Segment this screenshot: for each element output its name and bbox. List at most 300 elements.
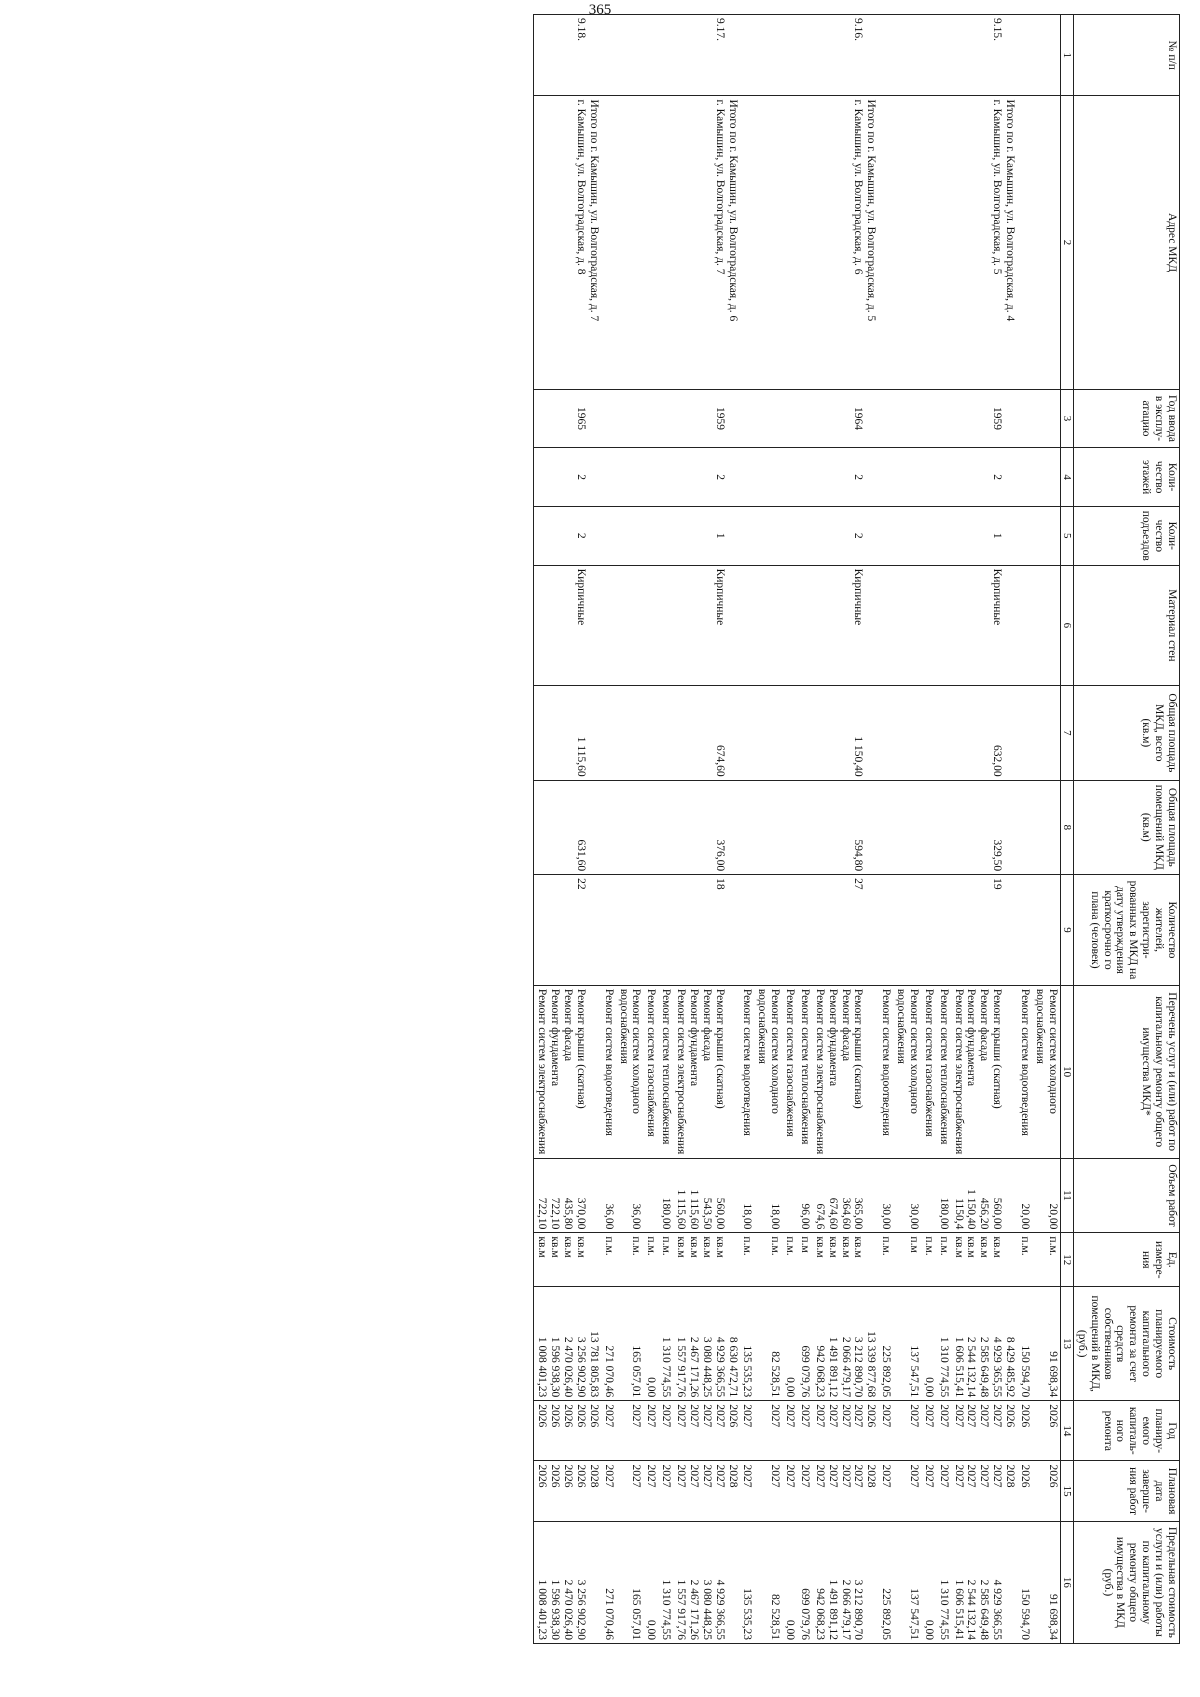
cell-col-7	[740, 686, 755, 780]
house-address: г. Камышин, ул. Волгоградская, д. 7	[713, 99, 726, 275]
cell-col-13: 91 698,34	[1032, 1287, 1060, 1401]
cell-col-10: Ремонт систем холодного водоснабжения	[754, 985, 782, 1158]
header-cell-8: Общая площадь помещений МКД (кв.м)	[1074, 780, 1180, 874]
value-stack	[952, 1162, 1004, 1230]
value-stack	[535, 1525, 587, 1640]
cell-line: 1 606 515,41	[952, 1579, 965, 1640]
column-number-row	[1060, 15, 1073, 1644]
cell-col-15: 2027	[643, 1461, 658, 1521]
value-stack	[674, 1464, 726, 1517]
cell-line: кв.м	[549, 1236, 562, 1258]
cell-col-13: 0,00	[643, 1287, 658, 1401]
cell-col-8	[616, 780, 644, 874]
cell-line: кв.м	[574, 1236, 587, 1258]
spacer	[587, 510, 600, 562]
cell-col-14: 2027	[601, 1401, 616, 1461]
cell-col-11: 96,00	[797, 1158, 812, 1233]
column-number-7: 7	[1060, 686, 1073, 780]
cell-line: Ремонт фундамента	[687, 988, 700, 1087]
years	[951, 1401, 1017, 1461]
cell-col-10: Ремонт систем теплоснабжения	[658, 985, 673, 1158]
header-cell-14: Год планиру-емого капиталь-ного ремонта	[1074, 1401, 1180, 1461]
spacer	[587, 1162, 600, 1230]
wall-material-value: Кирпичные	[713, 568, 726, 626]
year-total: 2026	[865, 1404, 878, 1428]
cell-col-15: 2027	[782, 1461, 797, 1521]
total-area	[812, 686, 878, 780]
cell-col-1	[1032, 15, 1060, 96]
cell-col-7	[921, 686, 936, 780]
cell-line: Ремонт фундамента	[549, 988, 562, 1087]
spacer	[864, 878, 877, 982]
end-total: 2028	[726, 1464, 739, 1488]
cell-col-14: 2027	[643, 1401, 658, 1461]
cell-line: 1 491 891,12	[826, 1579, 839, 1640]
cell-line: кв.м	[687, 1236, 700, 1258]
cell-col-9	[1017, 875, 1032, 986]
cell-col-4	[936, 448, 951, 507]
cell-col-13: 1 310 774,55	[658, 1287, 673, 1401]
units	[673, 1233, 739, 1287]
column-number-16: 16	[1060, 1521, 1073, 1643]
spacer	[864, 989, 877, 1155]
wall-material-value: Кирпичные	[991, 568, 1004, 626]
cell-line: 2027	[813, 1464, 826, 1488]
value-stack	[952, 1525, 1004, 1640]
cell-col-9	[936, 875, 951, 986]
cell-col-5	[616, 506, 644, 565]
cell-col-2	[1017, 96, 1032, 389]
value-stack	[952, 1404, 1004, 1457]
cell-line: 2026	[574, 1464, 587, 1488]
value-stack	[813, 1162, 865, 1230]
spacer	[1003, 1236, 1016, 1283]
cell-col-7	[601, 686, 616, 780]
cell-col-2	[921, 96, 936, 389]
cell-line: 2027	[991, 1404, 1004, 1428]
cell-line: 2026	[536, 1404, 549, 1428]
house-row	[812, 15, 878, 1644]
cell-line: 674,6	[813, 1203, 826, 1230]
cell-col-15: 2027	[740, 1461, 755, 1521]
cell-col-3	[601, 389, 616, 448]
cell-col-8	[797, 780, 812, 874]
cell-line: 456,20	[978, 1197, 991, 1230]
cell-col-2	[658, 96, 673, 389]
year-built	[534, 389, 601, 448]
cell-col-8	[1017, 780, 1032, 874]
cell-col-14: 2026	[1017, 1401, 1032, 1461]
spacer	[726, 451, 739, 503]
cell-line: 2 544 132,14	[965, 1579, 978, 1640]
header-cell-6: Материал стен	[1074, 565, 1180, 686]
works-list	[812, 985, 878, 1158]
cell-col-11: 36,00	[601, 1158, 616, 1233]
total-area	[673, 686, 739, 780]
work-row	[893, 15, 921, 1644]
cell-col-13: 1 310 774,55	[936, 1287, 951, 1401]
residents-count-value: 27	[852, 878, 865, 890]
cell-line: Ремонт систем электроснабжения	[952, 988, 965, 1155]
year-built	[951, 389, 1017, 448]
cell-col-15: 2027	[878, 1461, 893, 1521]
cell-line: 4 929 366,55	[991, 1579, 1004, 1640]
cell-line: Ремонт фундамента	[826, 988, 839, 1087]
cell-col-9	[878, 875, 893, 986]
cell-line: 560,00	[713, 1197, 726, 1230]
wall-material	[534, 565, 601, 686]
spacer	[1003, 689, 1016, 776]
rooms-area-value: 329,50	[991, 839, 1004, 872]
table-body	[534, 15, 1060, 1644]
year-built-value: 1964	[852, 406, 865, 430]
value-stack	[813, 1525, 865, 1640]
entrances-count	[812, 506, 878, 565]
cell-line: 942 068,23	[813, 1588, 826, 1640]
cell-line: 2027	[965, 1464, 978, 1488]
cell-line: 1 115,60	[687, 1189, 700, 1230]
year-built-value: 1959	[713, 406, 726, 430]
cell-col-8	[936, 780, 951, 874]
header-cell-11: Объем работ	[1074, 1158, 1180, 1233]
cell-line: Ремонт фасада	[562, 988, 575, 1062]
cell-line: кв.м	[952, 1236, 965, 1258]
cell-line: 2027	[991, 1464, 1004, 1488]
value-stack	[952, 1236, 1004, 1283]
volumes	[951, 1158, 1017, 1233]
cell-col-4	[893, 448, 921, 507]
limits	[673, 1521, 739, 1643]
house-row	[951, 15, 1017, 1644]
rooms-area-value: 631,60	[574, 839, 587, 872]
cell-col-7	[754, 686, 782, 780]
cell-line: 1 606 515,41	[952, 1336, 965, 1398]
cell-line: 2027	[713, 1464, 726, 1488]
cell-line: 2027	[687, 1404, 700, 1428]
cell-line: 2 544 132,14	[965, 1336, 978, 1398]
row-number	[534, 15, 601, 96]
cell-col-15: 2027	[754, 1461, 782, 1521]
end-total: 2028	[865, 1464, 878, 1488]
units	[951, 1233, 1017, 1287]
cell-line: 2027	[839, 1404, 852, 1428]
cell-col-14: 2027	[658, 1401, 673, 1461]
cell-col-8	[878, 780, 893, 874]
works-list	[951, 985, 1017, 1158]
costs	[812, 1287, 878, 1401]
spacer	[726, 689, 739, 776]
value-stack	[535, 1404, 587, 1457]
cell-col-10: Ремонт систем газоснабжения	[643, 985, 658, 1158]
header-cell-2: Адрес МКД	[1074, 96, 1180, 389]
years	[673, 1401, 739, 1461]
cell-line: 2027	[952, 1464, 965, 1488]
work-row	[643, 15, 658, 1644]
cell-col-16: 135 535,23	[740, 1521, 755, 1643]
address-cell	[951, 96, 1017, 389]
residents-count-value: 19	[991, 878, 1004, 890]
house-number: 9.18.	[574, 18, 587, 41]
wall-material	[673, 565, 739, 686]
value-stack	[535, 1290, 587, 1397]
cell-col-10: Ремонт систем теплоснабжения	[936, 985, 951, 1158]
spacer	[864, 451, 877, 503]
cell-col-6	[616, 565, 644, 686]
rooms-area	[534, 780, 601, 874]
cell-line: 1 557 917,76	[675, 1336, 688, 1398]
cell-line: 370,00	[574, 1197, 587, 1230]
spacer	[864, 1236, 877, 1283]
cell-col-7	[878, 686, 893, 780]
floors-count-value: 2	[713, 474, 726, 480]
column-number-5: 5	[1060, 506, 1073, 565]
cell-col-4	[1017, 448, 1032, 507]
value-stack	[535, 1236, 587, 1283]
spacer	[726, 989, 739, 1155]
cell-col-1	[878, 15, 893, 96]
total-area	[534, 686, 601, 780]
work-row	[797, 15, 812, 1644]
cell-col-5	[797, 506, 812, 565]
entrances-count-value: 2	[574, 532, 587, 539]
spacer	[587, 393, 600, 445]
spacer	[864, 393, 877, 445]
cell-col-15: 2027	[797, 1461, 812, 1521]
header-row	[1074, 15, 1180, 1644]
cell-line: 3 080 448,25	[700, 1336, 713, 1398]
cell-line: 1 557 917,76	[675, 1579, 688, 1640]
cell-col-12: п.м.	[936, 1233, 951, 1287]
cell-col-5	[754, 506, 782, 565]
work-row	[740, 15, 755, 1644]
spacer	[864, 1162, 877, 1230]
cell-line: 2026	[562, 1464, 575, 1488]
entrances-count-value: 1	[991, 532, 1004, 539]
table-header	[1060, 15, 1179, 1644]
cell-col-9	[893, 875, 921, 986]
end-total: 2028	[1004, 1464, 1017, 1488]
entrances-count	[951, 506, 1017, 565]
column-number-3: 3	[1060, 389, 1073, 448]
cell-line: 674,60	[826, 1197, 839, 1230]
cell-line: 3 212 890,70	[852, 1336, 865, 1398]
cell-col-3	[643, 389, 658, 448]
cell-col-3	[740, 389, 755, 448]
column-number-9: 9	[1060, 875, 1073, 986]
cell-line: 2027	[952, 1404, 965, 1428]
cell-col-12: п.м.	[878, 1233, 893, 1287]
total-area-value: 1 115,60	[574, 736, 587, 777]
cell-col-4	[782, 448, 797, 507]
column-number-12: 12	[1060, 1233, 1073, 1287]
cell-col-5	[893, 506, 921, 565]
total-area-value: 1 150,40	[852, 736, 865, 777]
cell-col-11: 36,00	[616, 1158, 644, 1233]
cell-col-16: 0,00	[921, 1521, 936, 1643]
cell-line: 2026	[549, 1464, 562, 1488]
cell-col-11: 18,00	[754, 1158, 782, 1233]
spacer	[1003, 451, 1016, 503]
cell-col-6	[1017, 565, 1032, 686]
residents-count-value: 18	[713, 878, 726, 890]
column-number-11: 11	[1060, 1158, 1073, 1233]
cell-col-1	[1017, 15, 1032, 96]
spacer	[726, 784, 739, 871]
cell-col-3	[921, 389, 936, 448]
cell-col-8	[740, 780, 755, 874]
wall-material-value: Кирпичные	[852, 568, 865, 626]
cell-col-6	[878, 565, 893, 686]
cell-line: 942 068,23	[813, 1345, 826, 1398]
cell-col-7	[936, 686, 951, 780]
cell-line: кв.м	[965, 1236, 978, 1258]
column-number-2: 2	[1060, 96, 1073, 389]
cell-line: кв.м	[991, 1236, 1004, 1258]
cell-line: 2027	[700, 1404, 713, 1428]
cost-total: 13 781 805,83	[587, 1331, 600, 1398]
cell-col-4	[1032, 448, 1060, 507]
value-stack	[674, 1404, 726, 1457]
spacer	[864, 689, 877, 776]
cell-col-4	[740, 448, 755, 507]
house-address: г. Камышин, ул. Волгоградская, д. 5	[991, 99, 1004, 275]
cell-col-13: 165 057,01	[616, 1287, 644, 1401]
rooms-area-value: 376,00	[713, 839, 726, 872]
cell-col-3	[782, 389, 797, 448]
cell-col-12: п.м	[893, 1233, 921, 1287]
cell-col-9	[601, 875, 616, 986]
cell-col-11	[921, 1158, 936, 1233]
cell-line: 2 470 026,40	[562, 1336, 575, 1398]
spacer	[726, 393, 739, 445]
cell-line: 4 929 366,55	[713, 1336, 726, 1398]
cell-col-10: Ремонт систем водоотведения	[740, 985, 755, 1158]
cell-line: 3 256 902,90	[574, 1579, 587, 1640]
cell-col-8	[601, 780, 616, 874]
costs	[673, 1287, 739, 1401]
cell-col-6	[740, 565, 755, 686]
cell-line: кв.м	[839, 1236, 852, 1258]
house-row	[534, 15, 601, 1644]
cell-col-4	[643, 448, 658, 507]
row-number	[812, 15, 878, 96]
cell-col-16: 1 310 774,55	[936, 1521, 951, 1643]
limits	[812, 1521, 878, 1643]
spacer	[1003, 1525, 1016, 1640]
total-label: Итого по г. Камышин, ул. Волгоградская, д. 7	[587, 99, 600, 322]
cell-line: 543,50	[700, 1197, 713, 1230]
rooms-area	[673, 780, 739, 874]
column-number-8: 8	[1060, 780, 1073, 874]
cell-col-16: 137 547,51	[893, 1521, 921, 1643]
wall-material	[951, 565, 1017, 686]
cell-col-16: 150 594,70	[1017, 1521, 1032, 1643]
costs	[534, 1287, 601, 1401]
spacer	[864, 569, 877, 683]
spacer	[864, 510, 877, 562]
cell-col-10: Ремонт систем газоснабжения	[921, 985, 936, 1158]
entrances-count-value: 2	[852, 532, 865, 539]
end-dates	[534, 1461, 601, 1521]
cell-col-6	[643, 565, 658, 686]
entrances-count-value: 1	[713, 532, 726, 539]
cell-line: 2 585 649,48	[978, 1579, 991, 1640]
header-cell-4: Коли-чество этажей	[1074, 448, 1180, 507]
works-list	[534, 985, 601, 1158]
total-label: Итого по г. Камышин, ул. Волгоградская, д. 6	[726, 99, 739, 322]
value-stack	[952, 1290, 1004, 1397]
year-built	[673, 389, 739, 448]
floors-count	[673, 448, 739, 507]
cell-col-6	[893, 565, 921, 686]
cell-col-7	[616, 686, 644, 780]
cell-line: 3 256 902,90	[574, 1336, 587, 1398]
cell-col-16: 0,00	[782, 1521, 797, 1643]
work-row	[878, 15, 893, 1644]
cell-line: Ремонт фасада	[839, 988, 852, 1062]
cell-col-15: 2027	[893, 1461, 921, 1521]
work-row	[1032, 15, 1060, 1644]
cell-col-5	[936, 506, 951, 565]
cell-line: Ремонт систем электроснабжения	[675, 988, 688, 1155]
cell-col-12: п.м.	[601, 1233, 616, 1287]
cell-col-11	[782, 1158, 797, 1233]
cell-line: 2 467 171,26	[687, 1579, 700, 1640]
cell-col-8	[1032, 780, 1060, 874]
cell-line: 365,00	[852, 1197, 865, 1230]
cell-col-12: п.м.	[740, 1233, 755, 1287]
cell-col-1	[643, 15, 658, 96]
residents-count	[534, 875, 601, 986]
spacer	[1003, 510, 1016, 562]
cell-col-14: 2027	[893, 1401, 921, 1461]
rooms-area	[951, 780, 1017, 874]
cell-line: 2027	[852, 1464, 865, 1488]
house-number: 9.17.	[713, 18, 726, 41]
spacer	[726, 1162, 739, 1230]
cell-col-13: 225 892,05	[878, 1287, 893, 1401]
cell-col-12: п.м.	[1032, 1233, 1060, 1287]
cell-line: Ремонт фундамента	[965, 988, 978, 1087]
residents-count	[951, 875, 1017, 986]
cost-total: 13 339 877,68	[865, 1331, 878, 1398]
value-stack	[674, 1236, 726, 1283]
value-stack	[535, 1162, 587, 1230]
spacer	[1003, 784, 1016, 871]
cell-line: 2027	[852, 1404, 865, 1428]
cell-line: 1 150,40	[965, 1189, 978, 1230]
cell-col-12: п.м.	[658, 1233, 673, 1287]
spacer	[864, 18, 877, 92]
cell-col-2	[740, 96, 755, 389]
residents-count	[673, 875, 739, 986]
end-dates	[812, 1461, 878, 1521]
column-number-1: 1	[1060, 15, 1073, 96]
cell-col-11: 180,00	[658, 1158, 673, 1233]
work-row	[782, 15, 797, 1644]
cell-col-2	[893, 96, 921, 389]
floors-count	[534, 448, 601, 507]
total-area-value: 674,60	[713, 744, 726, 777]
cell-line: кв.м	[978, 1236, 991, 1258]
value-stack	[674, 1525, 726, 1640]
cell-line: Ремонт крыши (скатная)	[574, 988, 587, 1109]
header-cell-1: № п/п	[1074, 15, 1180, 96]
cell-col-6	[1032, 565, 1060, 686]
row-number	[951, 15, 1017, 96]
cell-col-15: 2027	[616, 1461, 644, 1521]
cell-line: кв.м	[562, 1236, 575, 1258]
